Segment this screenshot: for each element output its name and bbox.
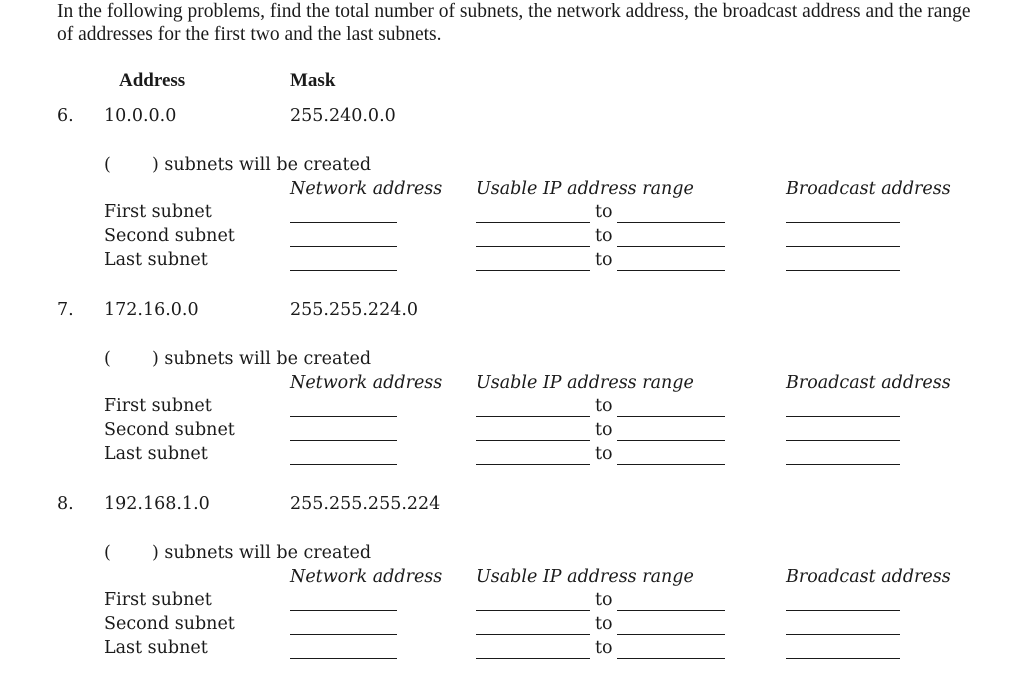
range-to-label: to (595, 226, 613, 246)
usable-range-header: Usable IP address range (476, 179, 694, 199)
broadcast-address-blank[interactable] (786, 416, 900, 417)
network-address-blank[interactable] (290, 222, 397, 223)
range-end-blank[interactable] (617, 610, 725, 611)
subnet-row-label: First subnet (104, 590, 212, 610)
range-end-blank[interactable] (617, 246, 725, 247)
range-end-blank[interactable] (617, 440, 725, 441)
subnet-row-label: Last subnet (104, 250, 208, 270)
usable-range-header: Usable IP address range (476, 567, 694, 587)
range-to-label: to (595, 638, 613, 658)
broadcast-address-header: Broadcast address (786, 567, 951, 587)
range-start-blank[interactable] (476, 270, 590, 271)
broadcast-address-blank[interactable] (786, 464, 900, 465)
range-end-blank[interactable] (617, 658, 725, 659)
subnet-row-label: Second subnet (104, 420, 235, 440)
range-start-blank[interactable] (476, 658, 590, 659)
range-to-label: to (595, 420, 613, 440)
problem-address: 172.16.0.0 (104, 300, 199, 320)
network-address-blank[interactable] (290, 440, 397, 441)
subnet-row-label: Last subnet (104, 638, 208, 658)
network-address-header: Network address (290, 179, 443, 199)
subnet-row-label: First subnet (104, 396, 212, 416)
problem-address: 192.168.1.0 (104, 494, 210, 514)
broadcast-address-blank[interactable] (786, 270, 900, 271)
network-address-blank[interactable] (290, 610, 397, 611)
network-address-blank[interactable] (290, 416, 397, 417)
network-address-header: Network address (290, 373, 443, 393)
problem-number: 8. (57, 494, 74, 514)
broadcast-address-blank[interactable] (786, 610, 900, 611)
subnet-count-open-paren: ( (104, 349, 111, 369)
range-to-label: to (595, 396, 613, 416)
range-start-blank[interactable] (476, 610, 590, 611)
subnet-row-label: Second subnet (104, 614, 235, 634)
broadcast-address-blank[interactable] (786, 658, 900, 659)
subnet-count-text: ) subnets will be created (152, 155, 372, 175)
broadcast-address-blank[interactable] (786, 222, 900, 223)
subnet-count-text: ) subnets will be created (152, 349, 372, 369)
subnet-row-label: Last subnet (104, 444, 208, 464)
subnet-row-label: First subnet (104, 202, 212, 222)
range-start-blank[interactable] (476, 440, 590, 441)
range-start-blank[interactable] (476, 222, 590, 223)
network-address-blank[interactable] (290, 270, 397, 271)
range-to-label: to (595, 590, 613, 610)
range-end-blank[interactable] (617, 464, 725, 465)
range-start-blank[interactable] (476, 634, 590, 635)
broadcast-address-blank[interactable] (786, 246, 900, 247)
range-start-blank[interactable] (476, 464, 590, 465)
problem-number: 6. (57, 106, 74, 126)
range-start-blank[interactable] (476, 416, 590, 417)
range-end-blank[interactable] (617, 634, 725, 635)
range-to-label: to (595, 202, 613, 222)
network-address-header: Network address (290, 567, 443, 587)
range-end-blank[interactable] (617, 222, 725, 223)
range-to-label: to (595, 614, 613, 634)
network-address-blank[interactable] (290, 246, 397, 247)
subnet-row-label: Second subnet (104, 226, 235, 246)
mask-column-header: Mask (290, 70, 336, 91)
network-address-blank[interactable] (290, 464, 397, 465)
broadcast-address-blank[interactable] (786, 634, 900, 635)
broadcast-address-header: Broadcast address (786, 179, 951, 199)
problem-mask: 255.240.0.0 (290, 106, 396, 126)
usable-range-header: Usable IP address range (476, 373, 694, 393)
range-end-blank[interactable] (617, 416, 725, 417)
problem-address: 10.0.0.0 (104, 106, 177, 126)
problem-mask: 255.255.224.0 (290, 300, 419, 320)
instructions-text: In the following problems, find the total number of subnets, the network address, the broadcast address and the range of addresses for the first two and the last subnets. (57, 1, 971, 45)
network-address-blank[interactable] (290, 658, 397, 659)
broadcast-address-blank[interactable] (786, 440, 900, 441)
broadcast-address-header: Broadcast address (786, 373, 951, 393)
range-end-blank[interactable] (617, 270, 725, 271)
range-start-blank[interactable] (476, 246, 590, 247)
address-column-header: Address (119, 70, 186, 91)
network-address-blank[interactable] (290, 634, 397, 635)
subnet-count-text: ) subnets will be created (152, 543, 372, 563)
problem-mask: 255.255.255.224 (290, 494, 441, 514)
range-to-label: to (595, 444, 613, 464)
subnet-count-open-paren: ( (104, 155, 111, 175)
subnet-count-open-paren: ( (104, 543, 111, 563)
problem-number: 7. (57, 300, 74, 320)
range-to-label: to (595, 250, 613, 270)
